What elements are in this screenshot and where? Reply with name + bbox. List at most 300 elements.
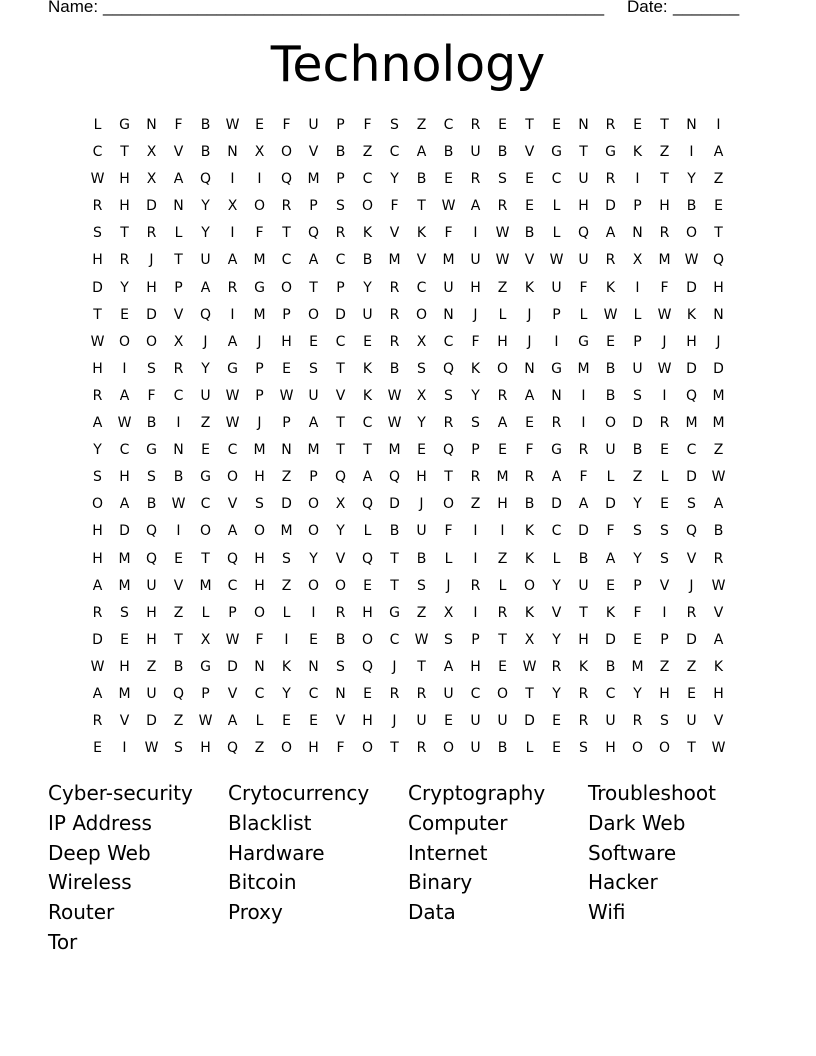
grid-letter: R [92,604,103,621]
grid-letter: O [442,740,455,757]
grid-letter: N [686,117,697,133]
grid-letter: Y [309,550,318,567]
grid-letter: R [146,225,157,242]
grid-letter: P [228,604,237,621]
grid-letter: W [225,631,240,648]
grid-letter: A [605,550,616,567]
grid-letter: U [416,523,427,540]
grid-letter: T [336,442,345,459]
grid-letter: T [417,658,426,675]
grid-letter: V [335,713,346,730]
grid-letter: C [470,685,481,702]
grid-letter: Q [199,171,212,188]
grid-letter: E [201,442,210,459]
grid-letter: A [578,496,589,513]
grid-letter: P [336,279,345,296]
word-list-item: Wireless [48,870,132,895]
header-fields [48,0,748,19]
grid-letter: C [173,387,184,404]
grid-letter: C [200,496,211,513]
grid-letter: H [497,496,508,513]
grid-letter: M [712,415,725,432]
grid-letter: Z [173,604,184,621]
grid-letter: E [633,631,642,648]
grid-letter: S [444,631,453,648]
grid-letter: U [200,387,211,404]
grid-letter: R [416,685,427,702]
grid-letter: X [254,144,265,161]
grid-letter: O [253,604,266,621]
grid-letter: R [389,333,400,350]
grid-letter: H [119,171,130,188]
grid-letter: H [146,279,157,296]
grid-letter: V [524,252,535,269]
grid-letter: E [525,415,534,432]
grid-letter: Y [633,496,642,513]
grid-letter: M [118,550,131,567]
grid-letter: Y [633,685,642,702]
grid-letter: G [227,360,238,377]
grid-letter: D [578,523,589,540]
grid-letter: G [200,658,211,675]
word-list-item: Proxy [228,900,283,925]
grid-letter: E [417,442,426,459]
grid-letter: F [579,469,588,486]
grid-letter: R [713,550,724,567]
grid-letter: W [279,387,294,404]
grid-letter: B [173,469,184,486]
grid-letter: Y [390,171,399,188]
grid-letter: T [336,360,345,377]
grid-letter: H [92,550,103,567]
grid-letter: Z [659,658,670,675]
grid-letter: U [200,252,211,269]
grid-letter: S [660,713,669,730]
grid-letter: B [335,631,346,648]
grid-letter: D [686,360,697,377]
grid-letter: D [389,496,400,513]
grid-letter: W [414,631,429,648]
grid-letter: V [173,306,184,323]
grid-letter: E [633,117,642,133]
grid-letter: R [659,415,670,432]
grid-letter: J [689,577,694,594]
grid-letter: D [605,198,616,215]
grid-letter: B [524,496,535,513]
grid-letter: Z [713,442,724,459]
grid-letter: L [255,713,264,730]
grid-letter: R [281,198,292,215]
grid-letter: D [713,360,724,377]
grid-letter: H [92,360,103,377]
grid-letter: S [390,117,399,133]
grid-letter: I [122,360,127,377]
grid-letter: H [146,604,157,621]
grid-letter: S [147,360,156,377]
grid-letter: H [470,658,481,675]
grid-letter: B [713,523,724,540]
grid-letter: E [660,496,669,513]
grid-letter: H [659,198,670,215]
grid-letter: D [146,713,157,730]
grid-letter: B [605,387,616,404]
grid-letter: W [711,740,726,757]
grid-letter: B [443,144,454,161]
grid-letter: B [146,415,157,432]
word-list-item: Hardware [228,840,325,865]
grid-letter: U [470,252,481,269]
grid-letter: S [282,550,291,567]
grid-letter: R [605,252,616,269]
grid-letter: V [524,144,535,161]
grid-letter: T [120,144,129,161]
grid-letter: L [552,198,561,215]
grid-letter: I [716,117,721,133]
grid-letter: B [335,144,346,161]
grid-letter: E [687,685,696,702]
grid-letter: N [254,658,265,675]
grid-letter: Q [145,523,158,540]
grid-letter: E [444,171,453,188]
grid-letter: R [470,577,481,594]
grid-letter: Z [713,171,724,188]
grid-letter: Z [362,144,373,161]
grid-letter: M [388,442,401,459]
grid-letter: I [662,604,667,621]
grid-letter: T [687,740,696,757]
grid-letter: O [307,306,320,323]
grid-letter: Z [416,604,427,621]
grid-letter: A [605,225,616,242]
grid-letter: K [524,279,535,296]
grid-letter: D [551,496,562,513]
grid-letter: R [524,469,535,486]
grid-letter: J [392,658,397,675]
grid-letter: P [201,685,210,702]
grid-letter: S [660,523,669,540]
grid-letter: X [632,252,643,269]
grid-letter: N [146,117,157,133]
grid-letter: W [684,252,699,269]
grid-letter: W [225,415,240,432]
word-list-item: Cyber-security [48,781,193,805]
grid-letter: U [497,713,508,730]
grid-letter: K [470,360,481,377]
grid-letter: V [659,577,670,594]
grid-letter: E [363,685,372,702]
grid-letter: C [227,577,238,594]
grid-letter: I [284,631,289,648]
grid-letter: O [307,496,320,513]
grid-letter: L [552,225,561,242]
grid-letter: K [362,387,373,404]
grid-letter: O [307,577,320,594]
grid-letter: I [176,415,181,432]
grid-letter: F [660,279,669,296]
grid-letter: M [199,577,212,594]
grid-letter: T [390,550,399,567]
grid-letter: E [525,198,534,215]
grid-letter: M [118,577,131,594]
word-list [48,778,768,957]
grid-letter: S [444,387,453,404]
grid-letter: K [281,658,292,675]
grid-letter: Y [417,415,426,432]
grid-letter: J [392,713,397,730]
grid-letter: E [282,713,291,730]
grid-letter: Z [416,117,427,133]
word-list-item: Router [48,900,115,925]
grid-letter: R [686,604,697,621]
grid-letter: F [147,387,156,404]
grid-letter: T [120,225,129,242]
grid-letter: F [255,631,264,648]
grid-letter: D [227,658,238,675]
grid-letter: I [554,333,559,350]
word-list-item: Wifi [588,900,626,925]
grid-letter: M [118,685,131,702]
grid-letter: X [146,171,157,188]
grid-letter: J [446,577,451,594]
grid-letter: T [579,604,588,621]
grid-letter: U [470,713,481,730]
grid-letter: K [605,604,616,621]
grid-letter: P [282,415,291,432]
grid-letter: C [362,415,373,432]
grid-letter: F [255,225,264,242]
grid-letter: W [171,496,186,513]
grid-letter: Y [201,198,210,215]
grid-letter: U [443,279,454,296]
grid-letter: S [660,550,669,567]
grid-letter: T [390,577,399,594]
grid-letter: M [577,360,590,377]
grid-letter: S [93,225,102,242]
grid-letter: S [93,469,102,486]
grid-letter: H [578,631,589,648]
grid-letter: T [93,306,102,323]
grid-letter: H [281,333,292,350]
grid-letter: Q [199,306,212,323]
grid-letter: E [282,360,291,377]
grid-letter: H [362,604,373,621]
grid-letter: T [660,117,669,133]
grid-letter: O [496,685,509,702]
grid-letter: A [524,387,535,404]
grid-letter: C [551,171,562,188]
grid-letter: U [308,387,319,404]
grid-letter: Q [361,550,374,567]
grid-letter: Q [685,387,698,404]
grid-letter: E [552,713,561,730]
grid-letter: E [498,658,507,675]
grid-letter: N [281,442,292,459]
grid-letter: L [660,469,669,486]
date-label: Date: [627,0,668,16]
grid-letter: S [471,415,480,432]
grid-letter: E [309,713,318,730]
grid-letter: B [362,252,373,269]
grid-letter: R [659,225,670,242]
grid-letter: D [605,496,616,513]
grid-letter: J [662,333,667,350]
grid-letter: V [713,713,724,730]
grid-letter: Q [307,225,320,242]
grid-letter: Q [712,252,725,269]
grid-letter: W [225,117,240,133]
grid-letter: E [498,117,507,133]
grid-letter: O [253,198,266,215]
grid-letter: Y [93,442,102,459]
grid-letter: O [226,469,239,486]
grid-letter: K [416,225,427,242]
grid-letter: P [471,442,480,459]
grid-letter: Y [201,225,210,242]
grid-letter: T [336,415,345,432]
grid-letter: J [527,333,532,350]
name-blank-line: _____________________________________________________ [103,0,605,16]
grid-letter: Z [686,658,697,675]
grid-letter: C [335,252,346,269]
grid-letter: C [335,333,346,350]
grid-letter: Z [470,496,481,513]
grid-letter: P [633,577,642,594]
grid-letter: Z [497,550,508,567]
grid-letter: I [230,306,235,323]
grid-letter: G [605,144,616,161]
grid-letter: H [713,685,724,702]
grid-letter: A [713,144,724,161]
grid-letter: A [713,496,724,513]
grid-letter: A [227,713,238,730]
grid-letter: D [119,523,130,540]
grid-letter: R [389,685,400,702]
grid-letter: U [308,117,319,133]
grid-letter: W [711,469,726,486]
grid-letter: Z [497,279,508,296]
grid-letter: V [335,550,346,567]
grid-letter: R [578,685,589,702]
grid-letter: O [118,333,131,350]
grid-letter: K [362,360,373,377]
grid-letter: E [552,740,561,757]
grid-letter: X [416,387,427,404]
grid-letter: R [578,442,589,459]
grid-letter: H [92,523,103,540]
grid-letter: Z [146,658,157,675]
grid-letter: L [201,604,210,621]
grid-letter: D [281,496,292,513]
grid-letter: L [444,550,453,567]
grid-letter: C [389,144,400,161]
grid-letter: H [308,740,319,757]
grid-letter: R [389,306,400,323]
grid-letter: L [282,604,291,621]
grid-letter: M [307,442,320,459]
grid-letter: O [280,740,293,757]
grid-letter: K [713,658,724,675]
word-list-item: Software [588,840,677,865]
grid-letter: O [145,333,158,350]
grid-letter: R [227,279,238,296]
grid-letter: C [686,442,697,459]
grid-letter: C [389,631,400,648]
grid-letter: I [473,523,478,540]
grid-letter: K [686,306,697,323]
grid-letter: J [257,333,262,350]
word-list-item: Binary [408,870,473,895]
grid-letter: E [174,550,183,567]
grid-letter: Z [281,577,292,594]
grid-letter: R [119,252,130,269]
grid-letter: F [579,279,588,296]
grid-letter: D [632,415,643,432]
grid-letter: P [633,333,642,350]
grid-letter: O [280,144,293,161]
grid-letter: Q [442,442,455,459]
grid-letter: B [497,144,508,161]
grid-letter: E [309,333,318,350]
grid-letter: A [362,469,373,486]
grid-letter: R [443,415,454,432]
grid-letter: X [524,631,535,648]
grid-letter: W [198,713,213,730]
grid-letter: A [227,523,238,540]
grid-letter: T [444,469,453,486]
grid-letter: V [227,685,238,702]
grid-letter: O [361,198,374,215]
grid-letter: W [117,415,132,432]
grid-letter: A [308,252,319,269]
grid-letter: A [119,387,130,404]
grid-letter: Y [471,387,480,404]
grid-letter: T [363,442,372,459]
grid-letter: G [551,360,562,377]
grid-letter: K [605,279,616,296]
word-list-item: Internet [408,840,488,865]
grid-letter: G [578,333,589,350]
grid-letter: P [174,279,183,296]
grid-letter: Q [685,523,698,540]
grid-letter: W [225,387,240,404]
grid-letter: A [308,415,319,432]
grid-letter: P [336,171,345,188]
grid-letter: F [336,740,345,757]
grid-letter: J [149,252,154,269]
grid-letter: Q [172,685,185,702]
grid-letter: C [362,171,373,188]
grid-letter: I [662,387,667,404]
grid-letter: I [230,225,235,242]
grid-letter: L [552,550,561,567]
grid-letter: I [500,523,505,540]
word-list-item: Troubleshoot [588,781,716,805]
grid-letter: V [173,577,184,594]
grid-letter: R [416,740,427,757]
grid-letter: E [120,631,129,648]
grid-letter: W [603,306,618,323]
grid-letter: R [551,415,562,432]
grid-letter: W [90,171,105,188]
grid-letter: U [605,713,616,730]
grid-letter: J [257,415,262,432]
grid-letter: O [658,740,671,757]
grid-letter: T [201,550,210,567]
grid-letter: I [176,523,181,540]
grid-letter: M [442,252,455,269]
grid-letter: K [524,604,535,621]
grid-letter: T [525,685,534,702]
